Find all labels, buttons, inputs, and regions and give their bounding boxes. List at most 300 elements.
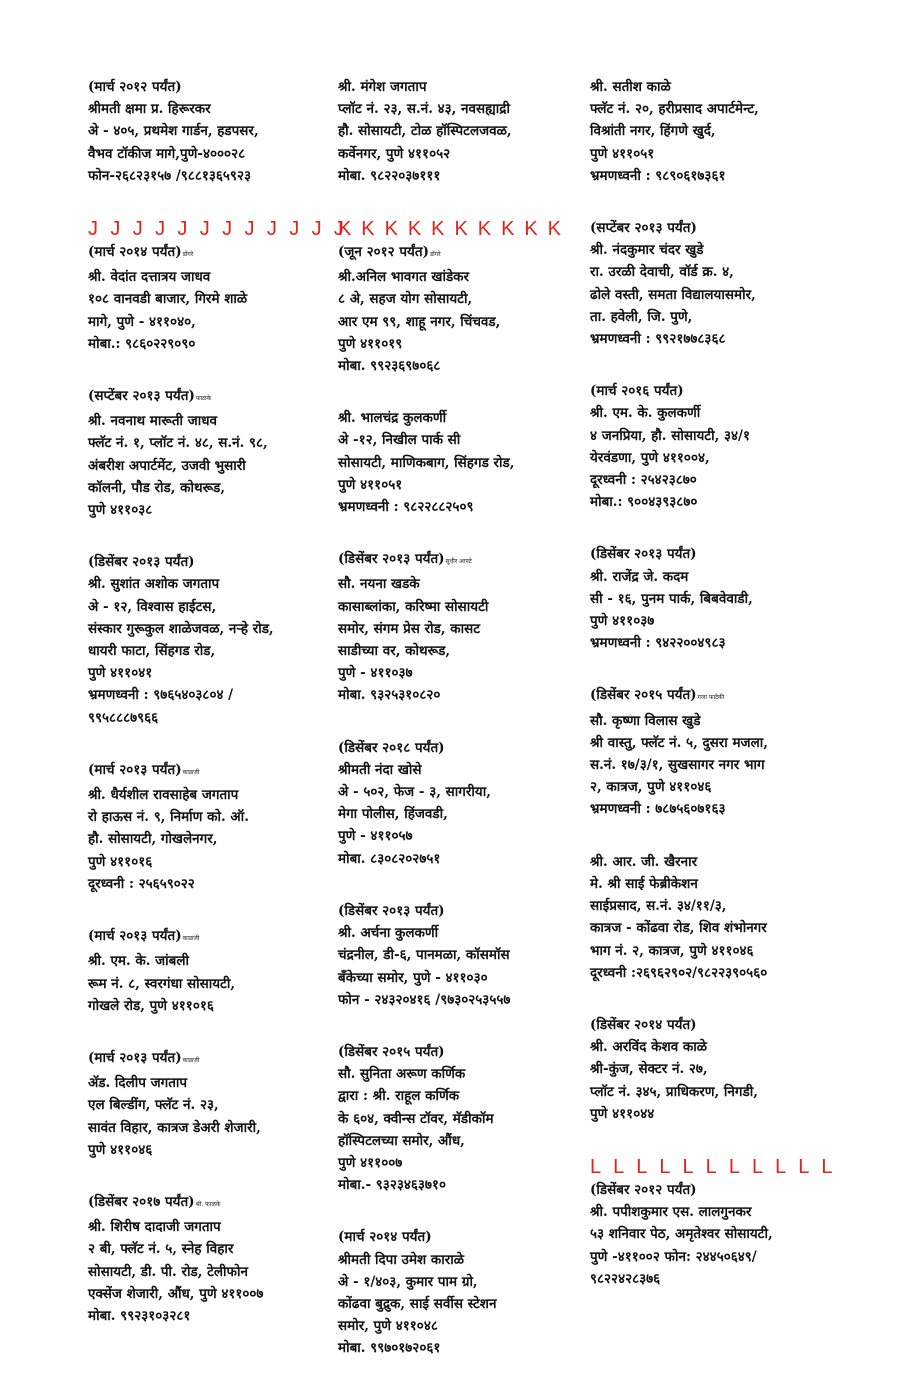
line-text: येरवंडणा, पुणे ४११००४, <box>590 449 710 466</box>
line-text: आर एम ९९, शाहू नगर, चिंचवड, <box>338 313 501 330</box>
line-text: मोबा. ९८२२०३७१११ <box>338 167 441 184</box>
line-text: मे. श्री साई फेब्रीकेशन <box>590 875 698 892</box>
address-line <box>338 967 582 989</box>
line-text: (मार्च २०१३ पर्यंत) <box>88 928 182 945</box>
line-text: धायरी फाटा, सिंहगड रोड, <box>88 643 216 660</box>
address-line <box>88 1072 330 1094</box>
line-text: फोन - २४३२०४१६ /९७३०२५३५५७ <box>338 991 511 1008</box>
address-line <box>590 962 852 984</box>
line-text: भ्रमणध्वनी : ९९२१७७८३६८ <box>590 331 726 348</box>
address-line <box>88 432 330 454</box>
address-line <box>590 798 852 820</box>
line-text: हॉस्पिटलच्या समोर, औंध, <box>338 1132 465 1149</box>
line-text: (जून २०१२ पर्यंत) <box>338 244 429 261</box>
member-entry <box>88 759 330 895</box>
line-text: पुणे - ४११०५७ <box>338 828 413 845</box>
line-text: फ्लॅट नं. १, प्लॉट नं. ४८, स.नं. ९८, <box>88 435 268 452</box>
line-text: सावंत विहार, कात्रज डेअरी शेजारी, <box>88 1119 261 1136</box>
line-text: भ्रमणध्वनी : ७८७५६०७१६३ <box>590 801 726 818</box>
membership-period <box>338 548 582 573</box>
member-entry <box>338 76 582 187</box>
address-line <box>88 873 330 895</box>
address-line <box>88 640 330 662</box>
line-text: श्री-कुंज, सेक्टर नं. २७, <box>590 1061 708 1078</box>
membership-period <box>590 1179 852 1201</box>
membership-period <box>88 925 330 950</box>
line-text: प्लॉट नं. ३४५, प्राधिकरण, निगडी, <box>590 1083 758 1100</box>
line-text: के ६०४, क्वीन्स टॉवर, मॅडीकॉम <box>338 1110 494 1127</box>
address-line <box>338 452 582 474</box>
line-text: ४ जनप्रिया, हौ. सोसायटी, ३४/१ <box>590 427 750 444</box>
line-text: (मार्च २०१३ पर्यंत) <box>88 1049 182 1066</box>
line-text: श्री.अनिल भावगत खांडेकर <box>338 269 470 286</box>
address-line <box>338 618 582 640</box>
line-text: पुणे ४११०४१ <box>88 665 153 682</box>
address-line <box>88 851 330 873</box>
member-entry <box>590 217 852 350</box>
member-entry <box>338 1226 582 1359</box>
membership-period <box>338 241 582 266</box>
address-line <box>338 1063 582 1085</box>
line-text: (मार्च २०१४ पर्यंत) <box>88 244 182 261</box>
address-line <box>590 1081 852 1103</box>
line-text: मोबा. ९९२३६९७०६८ <box>338 358 441 375</box>
line-text: सौ. सुनिता अरूण कर्णिक <box>338 1066 466 1083</box>
line-text: श्री. राजेंद्र जे. कदम <box>590 568 689 585</box>
address-line <box>88 806 330 828</box>
line-text: सोसायटी, डी. पी. रोड, टेलीफोन <box>88 1263 248 1280</box>
address-line <box>590 917 852 939</box>
column-1 <box>88 76 348 1357</box>
line-text: साडीच्या वर, कोथरूड, <box>338 643 451 660</box>
address-line <box>338 1249 582 1271</box>
line-text: अे - १२, विश्वास हाईटस, <box>88 598 217 615</box>
address-line <box>88 499 330 521</box>
member-entry <box>338 737 582 870</box>
member-entry <box>338 407 582 518</box>
membership-period <box>88 759 330 784</box>
address-line <box>590 1036 852 1058</box>
line-text: समोर, पुणे ४११०४८ <box>338 1318 438 1335</box>
line-text: वैभव टॉकीज मागे,पुणे-४०००२८ <box>88 145 246 162</box>
line-text: कात्रज - कोंढवा रोड, शिव शंभोनगर <box>590 920 767 937</box>
address-line <box>590 610 852 632</box>
address-line <box>338 1108 582 1130</box>
line-text: पुणे ४११०१९ <box>338 335 403 352</box>
line-text: (सप्टेंबर २०१३ पर्यंत) <box>590 220 697 237</box>
member-name <box>338 407 582 429</box>
line-text: श्री. मंगेश जगताप <box>338 79 427 95</box>
line-text: (डिसेंबर २०१५ पर्यंत) <box>590 687 697 704</box>
line-text: अे - ४०५, प्रथमेश गार्डन, हडपसर, <box>88 123 259 140</box>
line-text: पुणे ४११०१६ <box>88 853 153 870</box>
line-text: मेगा पोलीस, हिंजवडी, <box>338 806 448 823</box>
line-text: श्री. आर. जी. खैरनार <box>590 853 698 870</box>
member-entry <box>590 543 852 654</box>
reference-note: काळजी <box>182 768 200 776</box>
membership-period <box>88 1047 330 1072</box>
address-line <box>338 333 582 355</box>
address-line <box>338 573 582 595</box>
line-text: (डिसेंबर २०१८ पर्यंत) <box>338 739 445 756</box>
line-text: (मार्च २०१६ पर्यंत) <box>590 383 684 400</box>
member-entry <box>88 1191 330 1327</box>
line-text: भ्रमणध्वनी : ९४२२००४९८३ <box>590 635 726 652</box>
address-line <box>590 632 852 654</box>
membership-period <box>590 684 852 709</box>
address-line <box>590 491 852 513</box>
member-entry <box>590 76 852 187</box>
address-line <box>338 1152 582 1174</box>
line-text: बँकेच्या समोर, पुणे - ४११०३० <box>338 969 488 986</box>
address-line <box>338 120 582 142</box>
column-2 <box>338 76 582 1390</box>
line-text: पुणे ४११०३८ <box>88 502 153 519</box>
address-line <box>590 1223 852 1245</box>
line-text: पुणे ४११०५१ <box>590 145 655 162</box>
line-text: संस्कार गुरूकुल शाळेजवळ, नऱ्हे रोड, <box>88 620 274 637</box>
line-text: मोबा.- ९३२३४६३७१० <box>338 1177 446 1194</box>
member-entry <box>338 241 582 377</box>
address-line <box>338 1174 582 1196</box>
address-line <box>590 120 852 142</box>
line-text: १०८ वानवडी बाजार, गिरमे शाळे <box>88 291 248 308</box>
line-text: सोसायटी, माणिकबाग, सिंहगड रोड, <box>338 454 515 471</box>
line-text: श्री वास्तु, फ्लॅट नं. ५, दुसरा मजला, <box>590 734 768 751</box>
address-line <box>338 684 582 706</box>
reference-note: डोंगरे <box>429 251 441 259</box>
line-text: एक्सेंज शेजारी, औंध, पुणे ४११००७ <box>88 1285 264 1302</box>
address-line <box>88 707 330 729</box>
line-text: (मार्च २०१२ पर्यंत) <box>88 79 182 95</box>
line-text: दूरध्वनी :२६९६२९०२/९८२२३९०५६० <box>590 964 768 981</box>
line-text: हौ. सोसायटी, गोखलेनगर, <box>88 831 218 848</box>
address-line <box>88 266 330 288</box>
line-text: पुणे ४११०४६ <box>88 1141 153 1158</box>
reference-note: फाळके <box>195 395 212 403</box>
address-line <box>590 1246 852 1268</box>
reference-note: काळजी <box>182 1056 200 1064</box>
member-entry <box>88 551 330 729</box>
line-text: अे - १/४०३, कुमार पाम ग्रो, <box>338 1273 478 1290</box>
address-line <box>338 759 582 781</box>
address-line <box>338 98 582 120</box>
member-entry <box>590 851 852 984</box>
line-text: सी - १६, पुनम पार्क, बिबवेवाडी, <box>590 590 753 607</box>
line-text: हौ. सोसायटी, टोळ हॉस्पिटलजवळ, <box>338 123 512 140</box>
address-line <box>590 895 852 917</box>
address-line <box>590 1058 852 1080</box>
line-text: श्री. वेदांत दत्तात्रय जाधव <box>88 269 211 286</box>
line-text: (मार्च २०१३ पर्यंत) <box>88 761 182 778</box>
member-entry <box>338 548 582 706</box>
line-text: भाग नं. २, कात्रज, पुणे ४११०४६ <box>590 942 754 959</box>
line-text: ९९५८८८७९६६ <box>88 709 159 726</box>
address-line <box>88 455 330 477</box>
member-entry <box>590 1179 852 1290</box>
member-name <box>338 76 582 98</box>
line-text: श्री. सुशांत अशोक जगताप <box>88 576 220 593</box>
line-text: ८ अे, सहज योग सोसायटी, <box>338 291 473 308</box>
line-text: २ बी, फ्लॅट नं. ५, स्नेह विहार <box>88 1241 234 1258</box>
address-line <box>88 1305 330 1327</box>
address-line <box>590 239 852 261</box>
line-text: अे -१२, निखील पार्क सी <box>338 432 461 449</box>
address-line <box>590 143 852 165</box>
address-line <box>590 710 852 732</box>
line-text: ९८२२४२८३७६ <box>590 1270 661 1287</box>
address-line <box>590 402 852 424</box>
address-line <box>88 662 330 684</box>
member-entry <box>338 1041 582 1196</box>
line-text: (डिसेंबर २०१३ पर्यंत) <box>338 902 445 919</box>
address-line <box>590 732 852 754</box>
address-line <box>338 640 582 662</box>
line-text: प्लॉट नं. २३, स.नं. ४३, नवसह्याद्री <box>338 101 510 118</box>
line-text: श्रीमती दिपा उमेश काराळे <box>338 1251 465 1268</box>
address-line <box>88 1238 330 1260</box>
line-text: पुणे ४११०३७ <box>590 613 655 630</box>
member-entry <box>338 900 582 1011</box>
address-line <box>590 328 852 350</box>
line-text: पुणे ४११०५१ <box>338 476 403 493</box>
line-text: श्री. पपीशकुमार एस. लालगुनकर <box>590 1204 752 1221</box>
address-line <box>88 973 330 995</box>
membership-period <box>88 1191 330 1216</box>
address-line <box>338 311 582 333</box>
line-text: (डिसेंबर २०१३ पर्यंत) <box>88 554 195 571</box>
address-line <box>590 776 852 798</box>
address-line <box>88 1283 330 1305</box>
line-text: (डिसेंबर २०१३ पर्यंत) <box>590 546 697 563</box>
line-text: अे - ५०२, फेज - ३, सागरीया, <box>338 784 491 801</box>
member-entry <box>88 241 330 355</box>
address-line <box>338 662 582 684</box>
member-name <box>590 851 852 873</box>
address-line <box>590 1103 852 1125</box>
membership-period <box>590 217 852 239</box>
line-text: सौ. नयना खडके <box>338 576 420 593</box>
address-line <box>590 284 852 306</box>
address-line <box>88 1216 330 1238</box>
address-line <box>88 311 330 333</box>
address-line <box>338 1337 582 1359</box>
address-line <box>590 566 852 588</box>
address-line <box>88 1261 330 1283</box>
member-entry <box>88 1047 330 1161</box>
membership-period <box>88 385 330 410</box>
reference-note: काळजी <box>182 935 200 943</box>
line-text: फ्लॅट नं. २०, हरीप्रसाद अपार्टमेन्ट, <box>590 101 759 118</box>
line-text: श्री. अर्चना कुलकर्णी <box>338 925 439 942</box>
address-line <box>338 989 582 1011</box>
line-text: श्रीमती क्षमा प्र. हिरूरकर <box>88 101 211 118</box>
address-line <box>338 596 582 618</box>
line-text: (डिसेंबर २०१२ पर्यंत) <box>590 1181 697 1198</box>
line-text: (सप्टेंबर २०१३ पर्यंत) <box>88 388 195 405</box>
line-text: श्री. नंदकुमार चंदर खुडे <box>590 242 704 259</box>
address-line <box>338 825 582 847</box>
membership-period <box>88 551 330 573</box>
address-line <box>338 429 582 451</box>
line-text: श्री. नवनाथ मारूती जाधव <box>88 413 218 430</box>
line-text: श्री. एम. के. कुलकर्णी <box>590 405 701 422</box>
line-text: कर्वेनगर, पुणे ४११०५२ <box>338 145 451 162</box>
line-text: रूम नं. ८, स्वरगंधा सोसायटी, <box>88 975 236 992</box>
membership-period <box>88 76 330 98</box>
line-text: ढोले वस्ती, समता विद्यालयासमोर, <box>590 286 756 303</box>
address-line <box>338 803 582 825</box>
address-line <box>88 1139 330 1161</box>
address-line <box>590 940 852 962</box>
address-line <box>590 306 852 328</box>
membership-period <box>88 241 330 266</box>
address-line <box>590 1201 852 1223</box>
line-text: कोंढवा बुद्रुक, साई सर्वीस स्टेशन <box>338 1295 497 1312</box>
address-line <box>88 143 330 165</box>
line-text: श्रीमती नंदा खोसे <box>338 761 422 778</box>
line-text: कासाब्लांका, करिष्मा सोसायटी <box>338 598 489 615</box>
letter-section-heading: K K K K K K K K K K <box>338 218 564 241</box>
address-line <box>338 474 582 496</box>
address-line <box>338 1315 582 1337</box>
line-text: दूरध्वनी : २५४२३८७० <box>590 472 697 489</box>
address-line <box>590 261 852 283</box>
line-text: भ्रमणध्वनी : ९८९०६१७३६१ <box>590 167 726 184</box>
line-text: मागे, पुणे - ४११०४०, <box>88 313 196 330</box>
address-line <box>590 873 852 895</box>
line-text: भ्रमणध्वनी : ९८२२८८२५०९ <box>338 499 474 516</box>
column-3 <box>590 76 852 1320</box>
line-text: पुणे - ४११०३७ <box>338 665 413 682</box>
address-line <box>338 266 582 288</box>
address-line <box>590 447 852 469</box>
reference-note: गजा फाटेकी <box>697 694 725 702</box>
line-text: रा. उरळी देवाची, वॉर्ड क्र. ४, <box>590 264 734 281</box>
line-text: द्वारा : श्री. राहूल कर्णिक <box>338 1088 460 1105</box>
address-line <box>590 588 852 610</box>
line-text: साईप्रसाद, स.नं. ३४/११/३, <box>590 898 727 915</box>
line-text: पुणे ४११०४४ <box>590 1105 655 1122</box>
member-entry <box>88 76 330 187</box>
address-line <box>88 684 330 706</box>
line-text: (डिसेंबर २०१३ पर्यंत) <box>338 551 445 568</box>
line-text: पुणे ४११००७ <box>338 1154 403 1171</box>
line-text: श्री. अरविंद केशव काळे <box>590 1039 708 1056</box>
address-line <box>338 143 582 165</box>
address-line <box>88 995 330 1017</box>
address-line <box>338 355 582 377</box>
line-text: अंबरीश अपार्टमेंट, उजवी भुसारी <box>88 457 246 474</box>
address-line <box>590 754 852 776</box>
address-line <box>338 1293 582 1315</box>
line-text: श्री. सतीश काळे <box>590 79 671 95</box>
line-text: ता. हवेली, जि. पुणे, <box>590 308 693 325</box>
membership-period <box>338 900 582 922</box>
address-line <box>338 944 582 966</box>
line-text: ५३ शनिवार पेठ, अमृतेश्वर सोसायटी, <box>590 1226 773 1243</box>
line-text: मोबा. ९९२३१०३२८१ <box>88 1307 191 1324</box>
letter-section-heading: J J J J J J J J J J J J <box>88 218 348 241</box>
member-entry <box>88 925 330 1017</box>
line-text: पुणे -४११००२ फोन: २४४५०६४९/ <box>590 1248 757 1265</box>
line-text: गोखले रोड, पुणे ४११०१६ <box>88 997 214 1014</box>
member-entry <box>590 684 852 820</box>
address-line <box>338 165 582 187</box>
line-text: एल बिल्डींग, फ्लॅट नं. २३, <box>88 1097 219 1114</box>
line-text: समोर, संगम प्रेस रोड, कासट <box>338 620 481 637</box>
line-text: श्री. भालचंद्र कुलकर्णी <box>338 410 447 427</box>
line-text: मोबा. ८३०८२०२७५१ <box>338 850 441 867</box>
address-line <box>88 1117 330 1139</box>
member-name <box>590 76 852 98</box>
address-line <box>88 1094 330 1116</box>
address-line <box>590 425 852 447</box>
line-text: दूरध्वनी : २५६५९०२२ <box>88 875 195 892</box>
line-text: (डिसेंबर २०१४ पर्यंत) <box>590 1016 697 1033</box>
address-line <box>338 496 582 518</box>
line-text: मोबा. ९९७०१७२०६१ <box>338 1340 441 1357</box>
line-text: भ्रमणध्वनी : ९७६५४०३८०४ / <box>88 687 234 704</box>
membership-period <box>590 1014 852 1036</box>
line-text: फोन-२६८२३१५७ /९८८१३६५९२३ <box>88 167 251 184</box>
letter-section-heading: L L L L L L L L L L L <box>590 1155 837 1178</box>
address-line <box>88 333 330 355</box>
member-entry <box>590 1014 852 1125</box>
address-line <box>88 950 330 972</box>
address-line <box>338 288 582 310</box>
line-text: रो हाऊस नं. ९, निर्माण को. ऑ. <box>88 809 249 826</box>
address-line <box>88 98 330 120</box>
line-text: कॉलनी, पौड रोड, कोथरूड, <box>88 479 226 496</box>
line-text: (डिसेंबर २०१७ पर्यंत) <box>88 1193 195 1210</box>
address-line <box>338 1130 582 1152</box>
line-text: २, कात्रज, पुणे ४११०४६ <box>590 779 712 796</box>
address-line <box>590 98 852 120</box>
address-line <box>338 922 582 944</box>
address-line <box>88 596 330 618</box>
address-line <box>88 288 330 310</box>
line-text: विश्रांती नगर, हिंगणे खुर्द, <box>590 123 716 140</box>
membership-period <box>338 1226 582 1248</box>
reference-note: डोंगरे <box>182 251 194 259</box>
member-entry <box>88 385 330 521</box>
line-text: श्री. धैर्यशील रावसाहेब जगताप <box>88 787 239 804</box>
line-text: चंद्रनील, डी-६, पानमळा, कॉसमॉस <box>338 947 510 964</box>
reference-note: श्री. फाळके <box>195 1200 221 1208</box>
line-text: स.नं. १७/३/१, सुखसागर नगर भाग <box>590 757 765 774</box>
membership-period <box>590 380 852 402</box>
address-line <box>88 784 330 806</box>
address-line <box>338 1271 582 1293</box>
line-text: (डिसेंबर २०१५ पर्यंत) <box>338 1043 445 1060</box>
address-line <box>88 618 330 640</box>
line-text: ॲड. दिलीप जगताप <box>88 1075 188 1092</box>
address-line <box>88 828 330 850</box>
address-line <box>590 165 852 187</box>
address-line <box>590 1268 852 1290</box>
address-line <box>88 165 330 187</box>
line-text: मोबा.: ९००४३९३८७० <box>590 494 698 511</box>
address-line <box>338 848 582 870</box>
member-entry <box>590 380 852 513</box>
address-line <box>88 120 330 142</box>
reference-note: सुधीर आपटे <box>445 558 472 566</box>
membership-period <box>338 737 582 759</box>
line-text: मोबा. ९३२५३१०८२० <box>338 687 441 704</box>
address-line <box>88 410 330 432</box>
address-line <box>88 477 330 499</box>
